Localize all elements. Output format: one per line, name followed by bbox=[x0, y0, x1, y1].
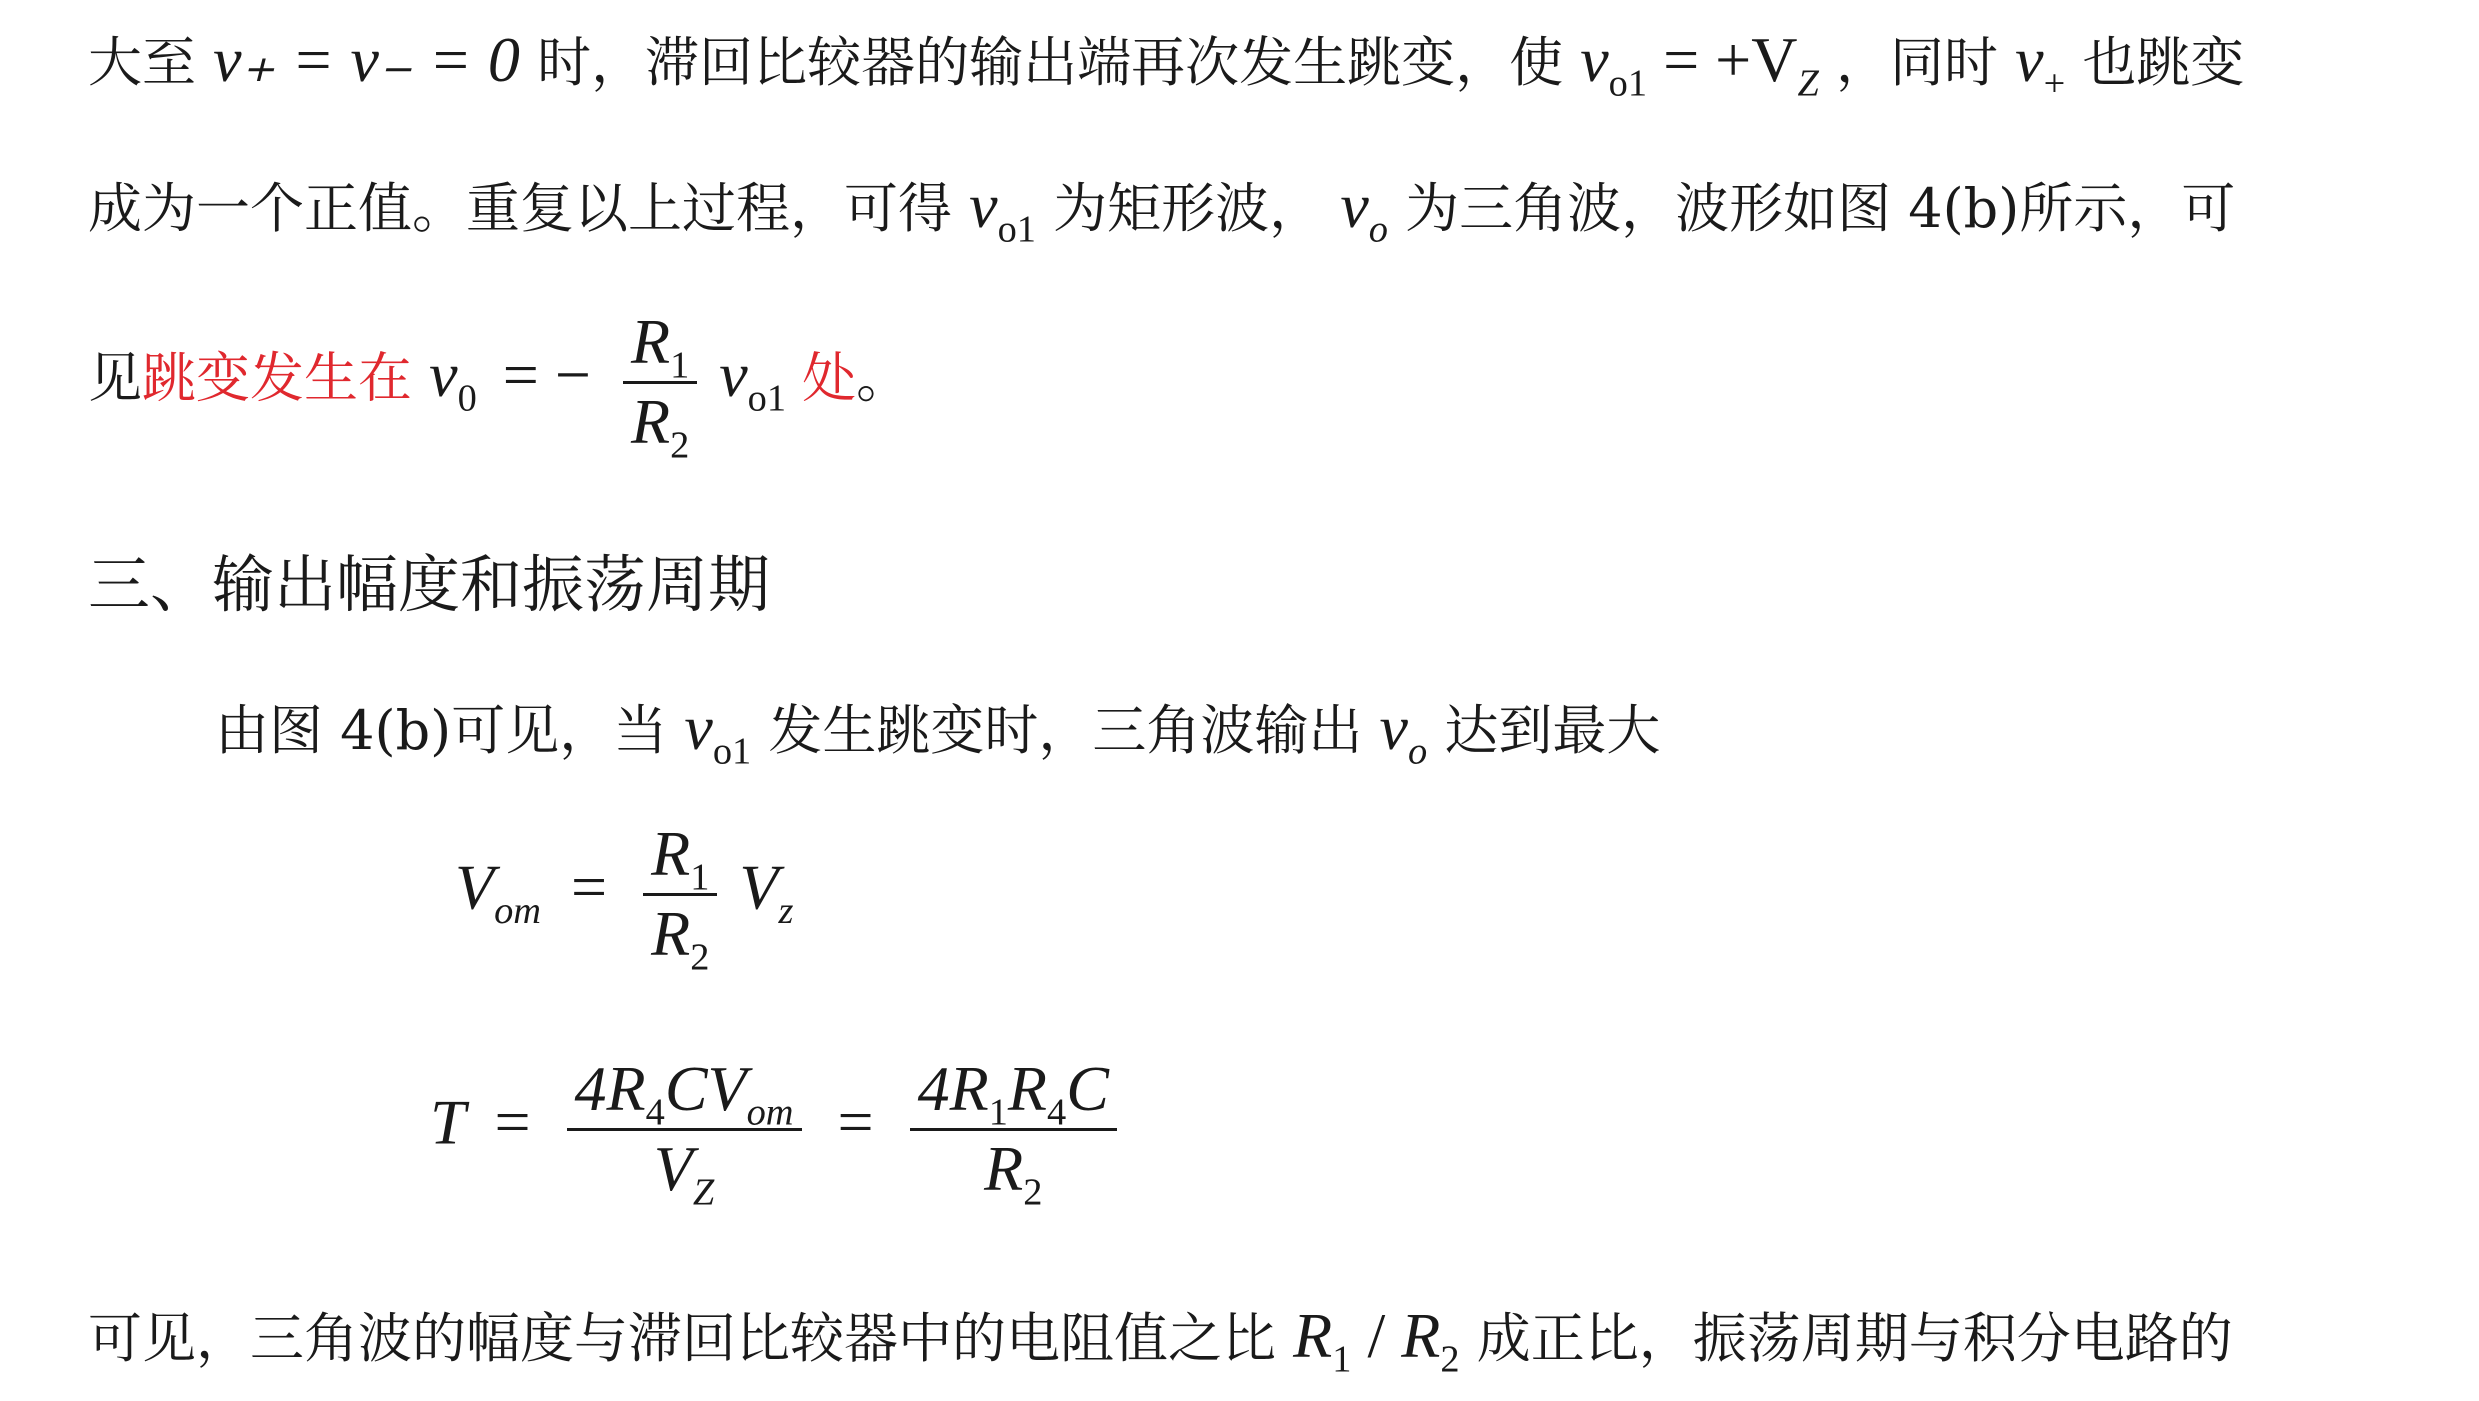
text: 。 bbox=[856, 346, 911, 410]
text: 由图 4(b)可见，当 bbox=[215, 699, 668, 762]
equation-inline: $v_0$ = − $\frac{R_1}{R_2}$ $v_{o1}$ bbox=[429, 306, 787, 467]
variable: $v_o$ bbox=[1379, 692, 1428, 773]
text: 为矩形波， bbox=[1053, 177, 1324, 240]
fraction: $\frac{R_1}{R_2}$ bbox=[623, 308, 697, 455]
fraction: $\frac{4R_1R_4C}{R_2}$ bbox=[910, 1055, 1117, 1202]
text: 见 bbox=[88, 346, 142, 410]
variable: $v_{o1}$ bbox=[684, 692, 752, 773]
text: 发生跳变时，三角波输出 bbox=[768, 699, 1363, 762]
equation-inline: $R_1 / R_2$ bbox=[1293, 1300, 1460, 1381]
equation-inline: $v_+$ bbox=[2015, 24, 2066, 105]
text-line-3 bbox=[88, 306, 911, 467]
section-heading: 三、输出幅度和振荡周期 bbox=[88, 548, 771, 621]
text: 达到最大 bbox=[1444, 699, 1661, 762]
text-line-last bbox=[88, 1298, 2233, 1381]
text-line-2 bbox=[88, 168, 2236, 251]
variable: $v_{o1}$ bbox=[969, 170, 1036, 251]
variable: $v_o$ bbox=[1340, 170, 1388, 251]
fraction: $\frac{4R_4CV_{om}}{V_Z}$ bbox=[567, 1055, 802, 1202]
text: 为三角波，波形如图 4(b)所示，可 bbox=[1405, 177, 2236, 240]
text: 可见，三角波的幅度与滞回比较器中的电阻值之比 bbox=[88, 1307, 1276, 1370]
equation-period: T = $\frac{4R_4CV_{om}}{V_Z}$ = $\frac{4R_1R_4C}{R_2}$ bbox=[430, 1055, 1123, 1202]
fraction: $\frac{R_1}{R_2}$ bbox=[643, 820, 717, 967]
equation-inline: v₊ = v₋ = 0 bbox=[213, 24, 520, 95]
text: 成正比，振荡周期与积分电路的 bbox=[1476, 1307, 2233, 1370]
text: 时，滞回比较器的输出端再次发生跳变，使 bbox=[537, 31, 1564, 94]
text: ，同时 bbox=[1836, 31, 1998, 94]
highlighted-text: 跳变发生在 bbox=[142, 346, 412, 410]
text: 大至 bbox=[88, 31, 196, 94]
equation-inline: $v_{o1} = +V_Z$ bbox=[1580, 24, 1819, 105]
text-line-1 bbox=[88, 22, 2245, 105]
equation-vom: $V_{om}$ = $\frac{R_1}{R_2}$ $V_z$ bbox=[455, 818, 794, 979]
text: 也跳变 bbox=[2082, 31, 2245, 94]
text: 成为一个正值。重复以上过程，可得 bbox=[88, 177, 952, 240]
text-paragraph bbox=[215, 690, 1661, 773]
highlighted-text: 处 bbox=[802, 346, 857, 410]
